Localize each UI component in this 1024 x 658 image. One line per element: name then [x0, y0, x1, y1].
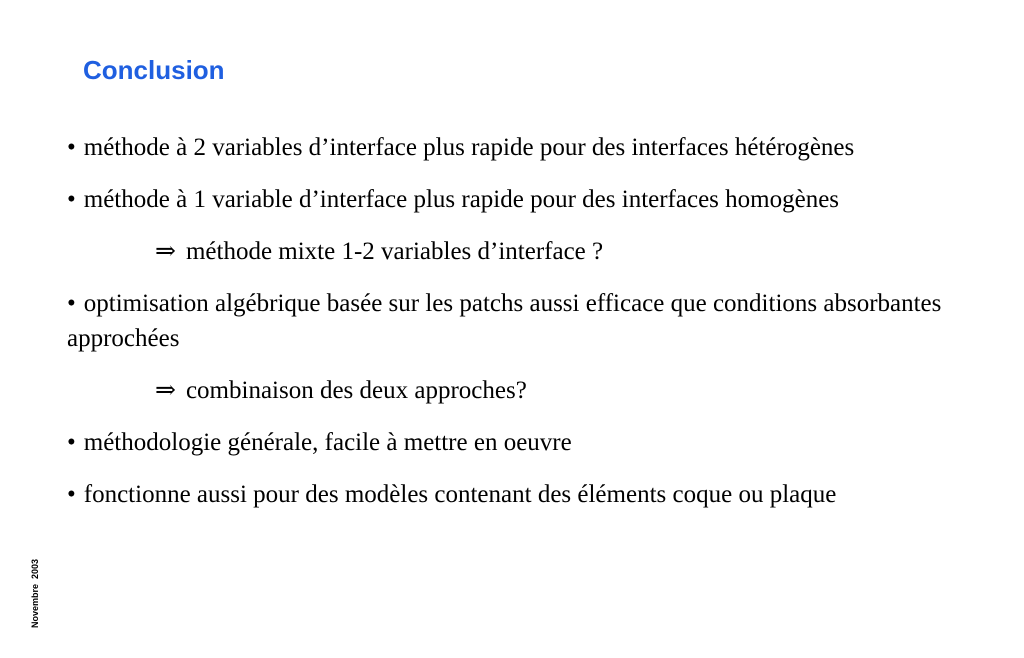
bullet-text: fonctionne aussi pour des modèles contenant des éléments coque ou plaque [83, 481, 837, 508]
bullet-text: optimisation algébrique basée sur les patchs aussi efficace que conditions absorbantes approchées [67, 290, 942, 352]
bullet-glyph: • [67, 134, 76, 161]
bullet-text: méthodologie générale, facile à mettre en oeuvre [83, 429, 572, 456]
implication-text: méthode mixte 1-2 variables d’interface ? [185, 238, 604, 265]
bullet-list [67, 130, 967, 529]
bullet-item-2 [67, 182, 967, 217]
implication-item-2 [155, 373, 967, 408]
bullet-text: méthode à 1 variable d’interface plus rapide pour des interfaces homogènes [83, 186, 840, 213]
bullet-item-5 [67, 477, 967, 512]
implication-text: combinaison des deux approches? [185, 377, 527, 404]
implies-arrow-icon: ⇒ [155, 238, 176, 265]
bullet-item-4 [67, 425, 967, 460]
implies-arrow-icon: ⇒ [155, 377, 176, 404]
bullet-glyph: • [67, 290, 76, 317]
slide-title: Conclusion [83, 55, 225, 85]
bullet-item-3 [67, 286, 967, 356]
bullet-glyph: • [67, 429, 76, 456]
bullet-glyph: • [67, 186, 76, 213]
bullet-glyph: • [67, 481, 76, 508]
bullet-text: méthode à 2 variables d’interface plus rapide pour des interfaces hétérogènes [83, 134, 855, 161]
bullet-item-1 [67, 130, 967, 165]
implication-item-1 [155, 234, 967, 269]
date-side-label: Novembre 2003 [30, 558, 40, 628]
